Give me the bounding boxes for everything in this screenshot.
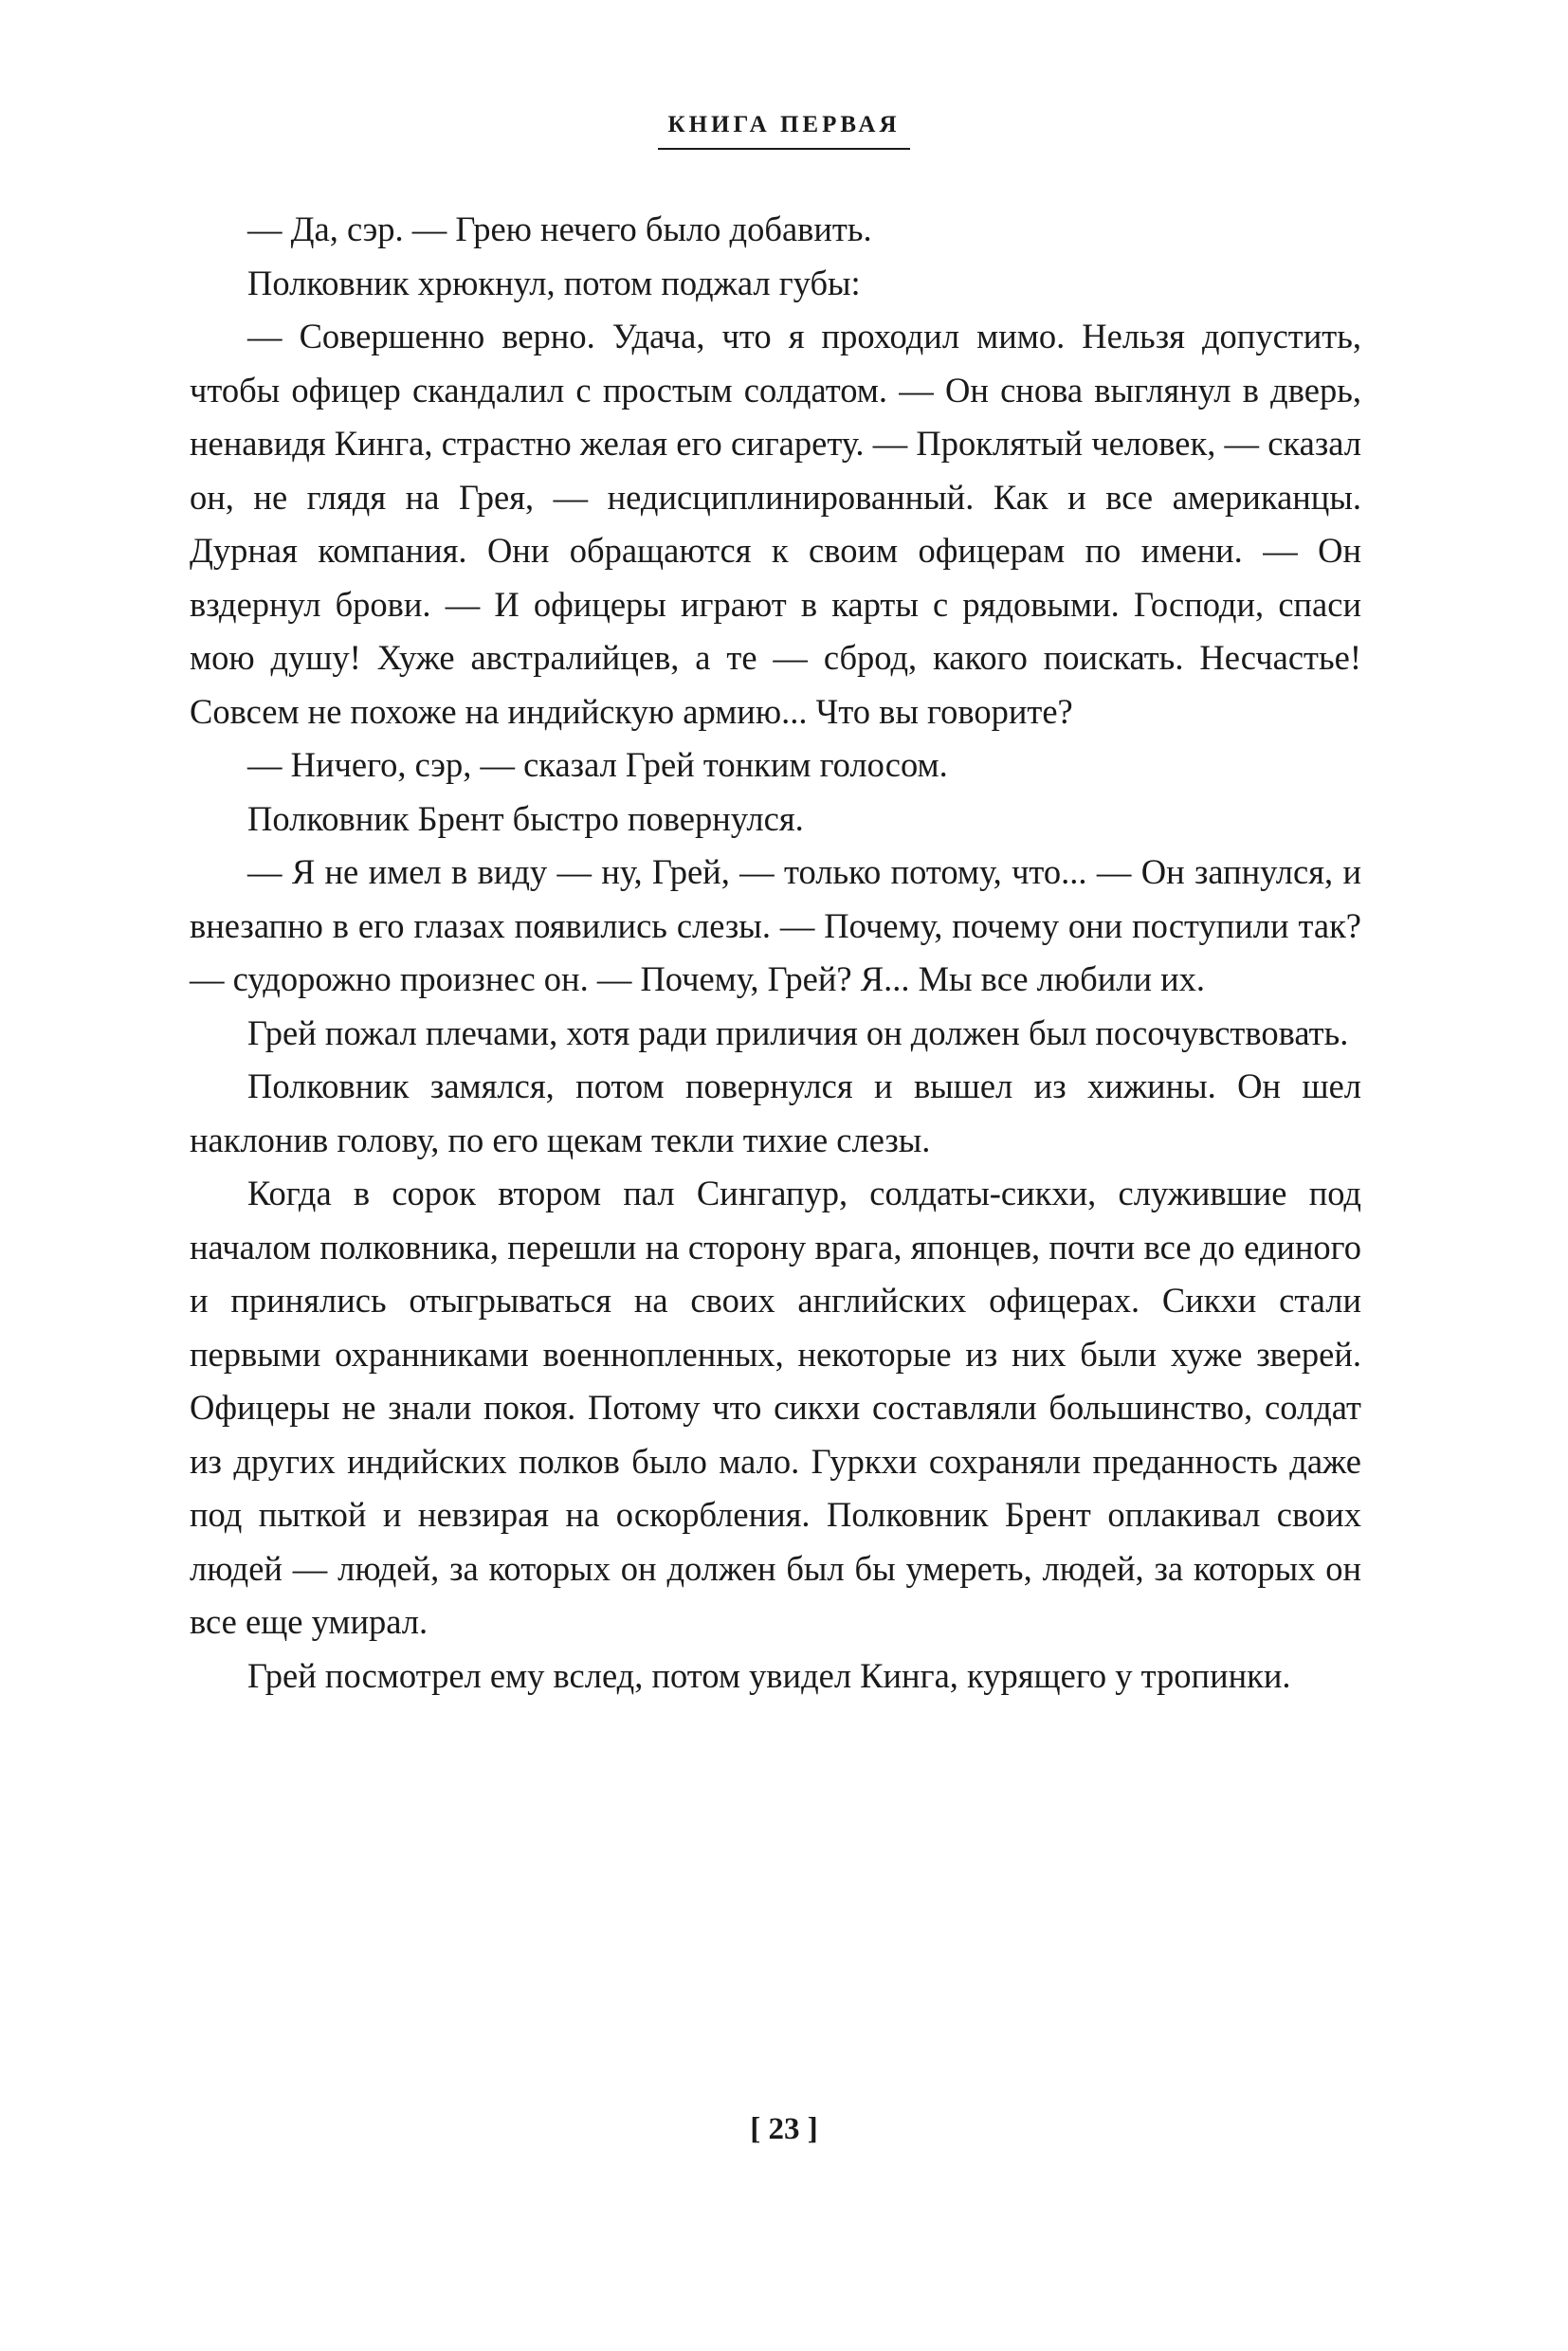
body-text — [190, 203, 1361, 1703]
paragraph: — Да, сэр. — Грею нечего было добавить. — [247, 210, 872, 248]
paragraph: — Я не имел в виду — ну, Грей, — только потому, что... — Он запнулся, и внезапно в его глазах появились слезы. — Почему, почему они поступили так? — судорожно произнес он. — Почему, Грей? Я... Мы все любили их. — [190, 852, 1361, 998]
running-head — [0, 112, 1568, 150]
paragraph: Полковник хрюкнул, потом поджал губы: — [247, 263, 861, 302]
paragraph: Полковник замялся, потом повернулся и вышел из хижины. Он шел наклонив голову, по его щекам текли тихие слезы. — [190, 1066, 1361, 1159]
paragraph: Когда в сорок втором пал Сингапур, солдаты-сикхи, служившие под началом полковника, перешли на сторону врага, японцев, почти все до единого и принялись отыгрываться на своих английских офицерах. Сикхи стали первыми охранниками военнопленных, некоторые из них были хуже зверей. Офицеры не знали покоя. Потому что сикхи составляли большинство, солдат из других индийских полков было мало. Гуркхи сохраняли преданность даже под пыткой и невзирая на оскорбления. Полковник Брент оплакивал своих людей — людей, за которых он должен был бы умереть, людей, за которых он все еще умирал. — [190, 1174, 1361, 1641]
paragraph: Грей пожал плечами, хотя ради приличия он должен был посочувствовать. — [247, 1012, 1349, 1052]
page-number: [ 23 ] — [750, 2112, 818, 2146]
paragraph: Грей посмотрел ему вслед, потом увидел Кинга, курящего у тропинки. — [247, 1655, 1291, 1695]
running-head-title: КНИГА ПЕРВАЯ — [658, 112, 909, 150]
paragraph: — Ничего, сэр, — сказал Грей тонким голосом. — [247, 745, 948, 784]
paragraph: Полковник Брент быстро повернулся. — [247, 798, 804, 838]
paragraph: — Совершенно верно. Удача, что я проходил мимо. Нельзя допустить, чтобы офицер скандалил с простым солдатом. — Он снова выглянул в дверь, ненавидя Кинга, страстно желая его сигарету. — Проклятый человек, — сказал он, не глядя на Грея, — недисциплинированный. Как и все американцы. Дурная компания. Они обращаются к своим офицерам по имени. — Он вздернул брови. — И офицеры играют в карты с рядовыми. Господи, спаси мою душу! Хуже австралийцев, а те — сброд, какого поискать. Несчастье! Совсем не похоже на индийскую армию... Что вы говорите? — [190, 317, 1361, 731]
